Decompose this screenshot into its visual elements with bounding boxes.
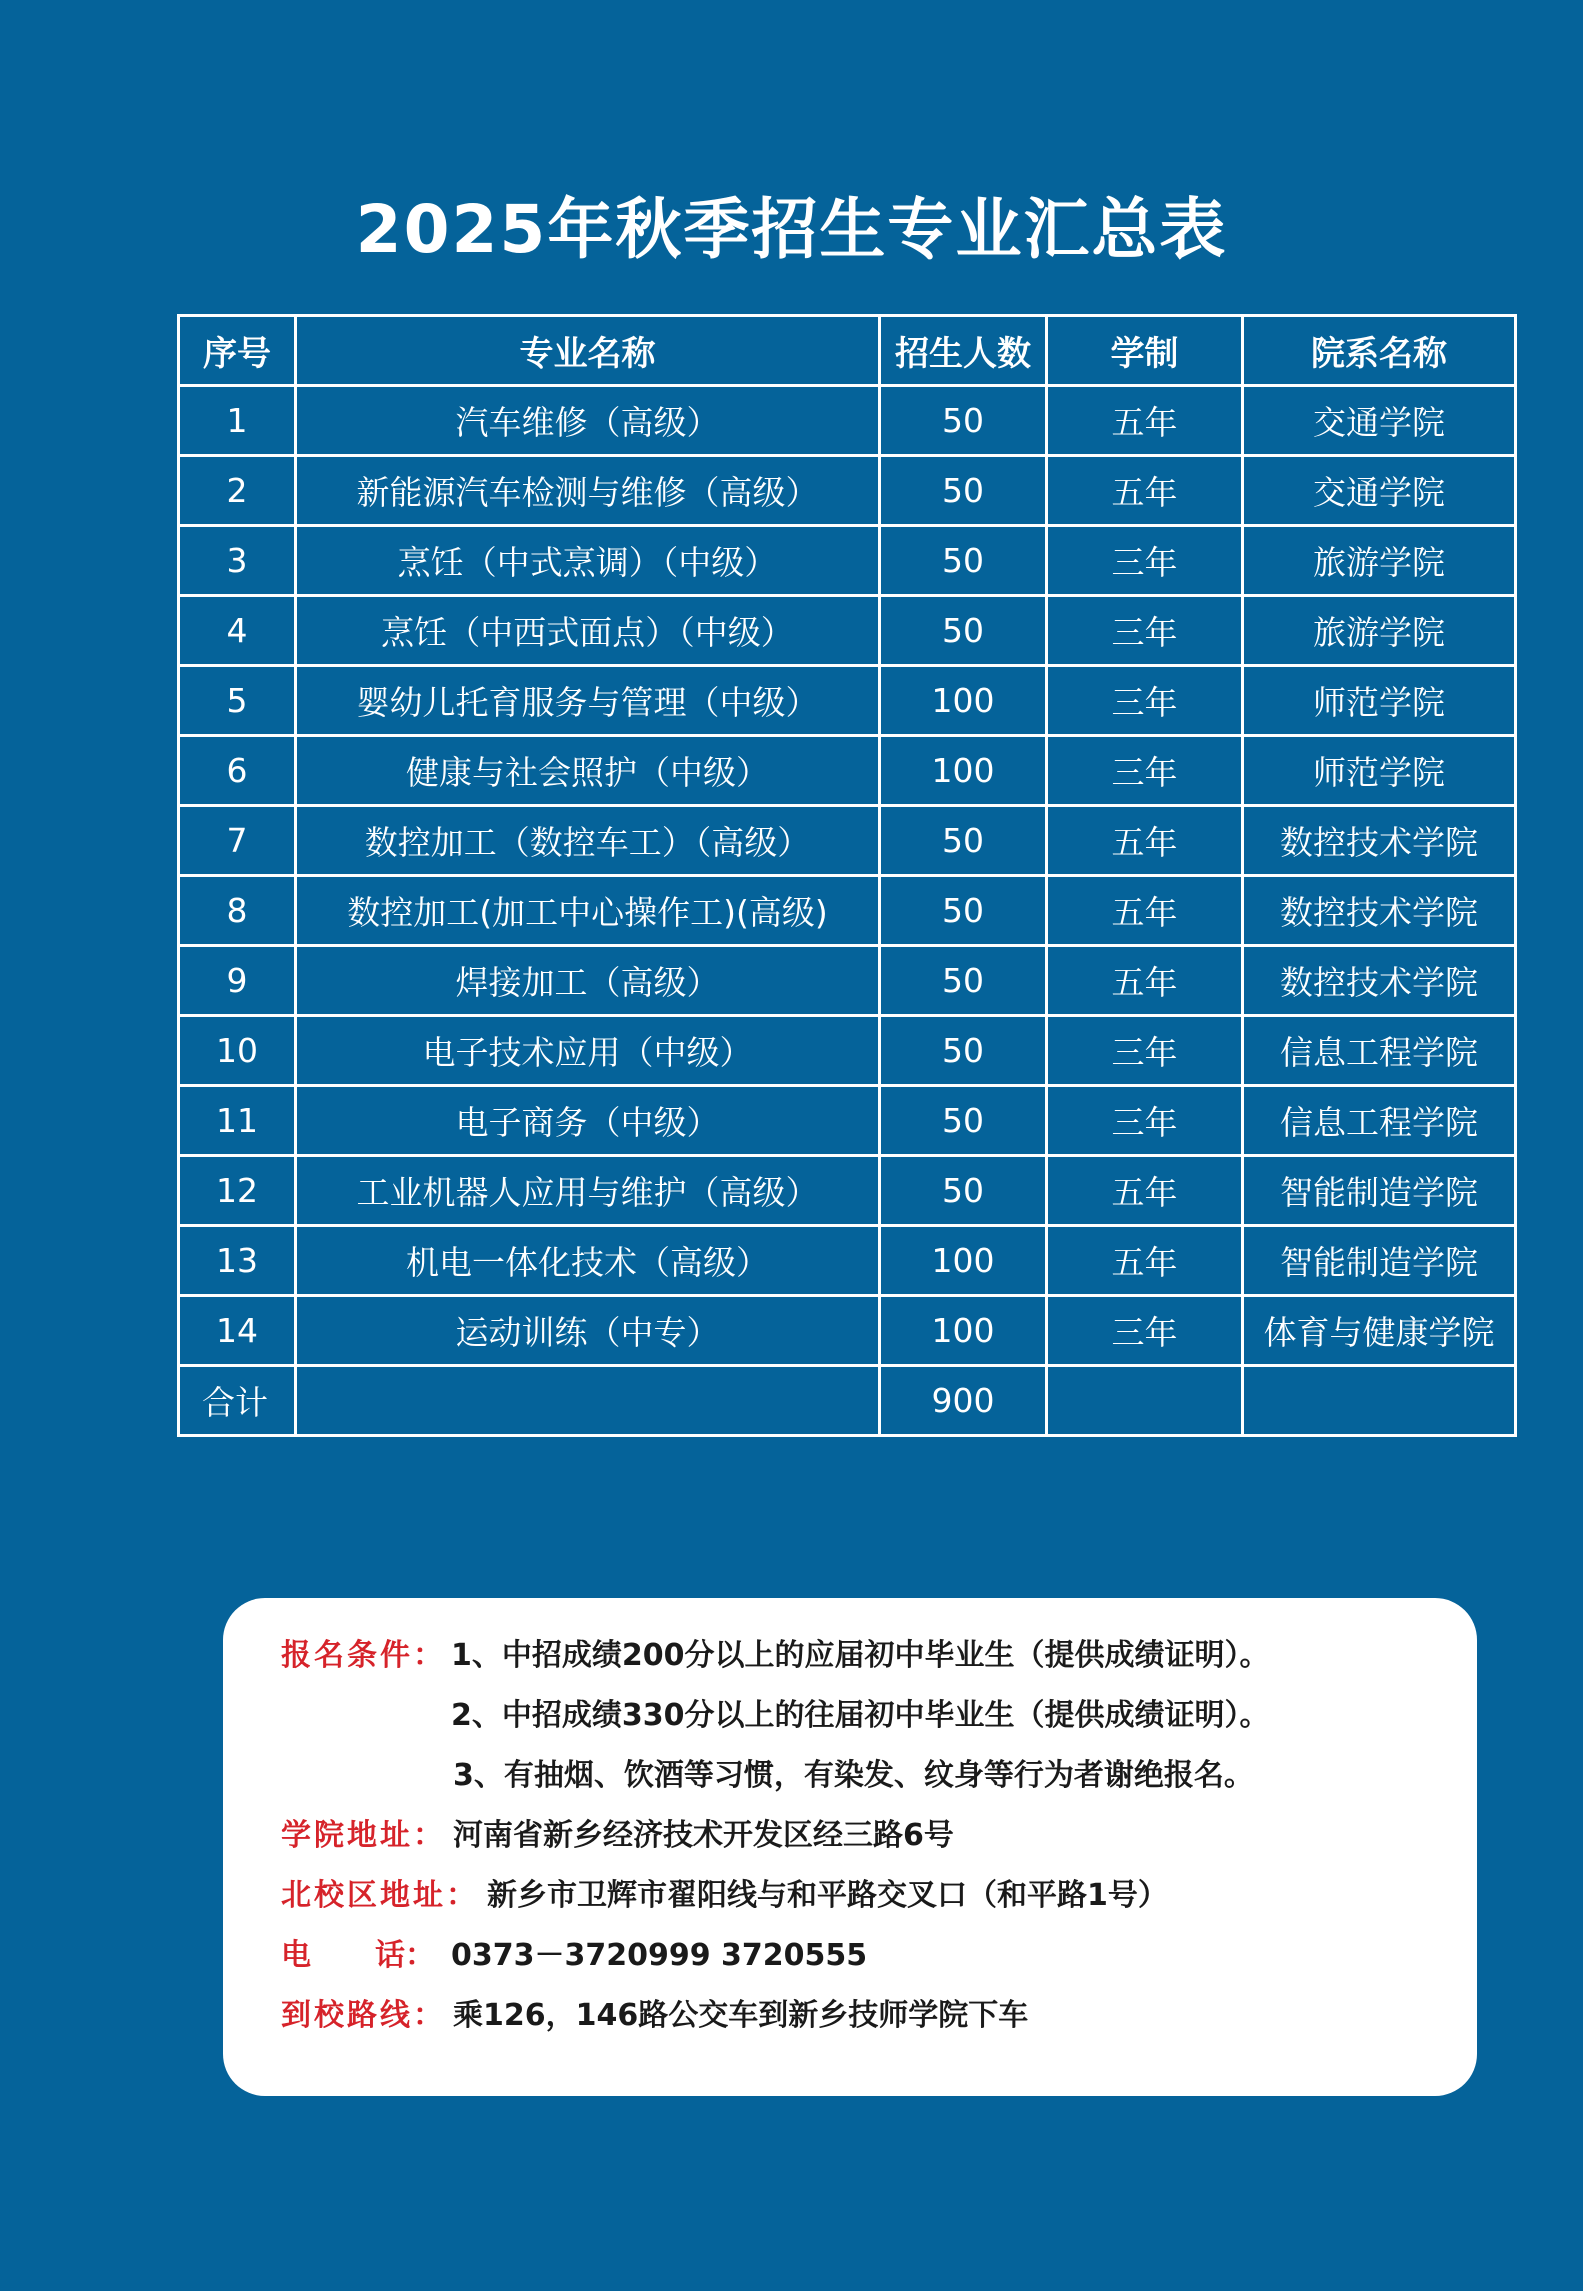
row-count: 50 (880, 456, 1047, 526)
row-duration: 五年 (1047, 946, 1243, 1016)
table-row (179, 666, 1516, 736)
row-major: 机电一体化技术（高级） (296, 1226, 880, 1296)
row-major: 烹饪（中西式面点）（中级） (296, 596, 880, 666)
table-row (179, 1156, 1516, 1226)
route-label: 到校路线： (281, 1998, 446, 2033)
row-department: 旅游学院 (1243, 596, 1516, 666)
table-row (179, 1086, 1516, 1156)
phone-line (223, 1934, 1477, 1978)
table-header-row (179, 316, 1516, 386)
table-row (179, 386, 1516, 456)
row-index: 7 (179, 806, 296, 876)
total-count: 900 (880, 1366, 1047, 1436)
route-line (223, 1994, 1477, 2038)
total-empty-cell (296, 1366, 880, 1436)
row-count: 50 (880, 386, 1047, 456)
row-department: 数控技术学院 (1243, 876, 1516, 946)
phone-label-char: 电 (281, 1938, 311, 1973)
row-major: 婴幼儿托育服务与管理（中级） (296, 666, 880, 736)
row-index: 12 (179, 1156, 296, 1226)
row-department: 师范学院 (1243, 736, 1516, 806)
table-row (179, 876, 1516, 946)
row-duration: 三年 (1047, 1086, 1243, 1156)
row-index: 8 (179, 876, 296, 946)
row-duration: 三年 (1047, 1296, 1243, 1366)
total-label: 合计 (179, 1366, 296, 1436)
table-row (179, 526, 1516, 596)
enrollment-table (177, 314, 1517, 1437)
header-count: 招生人数 (880, 316, 1047, 386)
row-duration: 三年 (1047, 666, 1243, 736)
row-major: 电子商务（中级） (296, 1086, 880, 1156)
row-index: 6 (179, 736, 296, 806)
address-label: 学院地址： (281, 1818, 446, 1853)
total-row (179, 1366, 1516, 1436)
row-count: 50 (880, 1156, 1047, 1226)
table-row (179, 456, 1516, 526)
row-major: 电子技术应用（中级） (296, 1016, 880, 1086)
phone-label-rest: 话： (375, 1938, 435, 1973)
row-duration: 三年 (1047, 1016, 1243, 1086)
row-department: 体育与健康学院 (1243, 1296, 1516, 1366)
row-department: 智能制造学院 (1243, 1226, 1516, 1296)
page-title: 2025年秋季招生专业汇总表 (355, 191, 1228, 268)
header-department: 院系名称 (1243, 316, 1516, 386)
row-major: 新能源汽车检测与维修（高级） (296, 456, 880, 526)
route-value: 乘126，146路公交车到新乡技师学院下车 (453, 1998, 1029, 2033)
header-duration: 学制 (1047, 316, 1243, 386)
row-count: 50 (880, 946, 1047, 1016)
row-index: 5 (179, 666, 296, 736)
row-department: 旅游学院 (1243, 526, 1516, 596)
north-campus-value: 新乡市卫辉市翟阳线与和平路交叉口（和平路1号） (487, 1878, 1168, 1913)
requirements-line-3 (223, 1754, 1477, 1798)
row-duration: 五年 (1047, 1156, 1243, 1226)
row-index: 14 (179, 1296, 296, 1366)
row-department: 交通学院 (1243, 456, 1516, 526)
address-line (223, 1814, 1477, 1858)
requirement-item: 2、中招成绩330分以上的往届初中毕业生（提供成绩证明）。 (451, 1698, 1270, 1733)
north-campus-label: 北校区地址： (281, 1878, 479, 1913)
info-box (223, 1598, 1477, 2096)
total-empty-cell (1243, 1366, 1516, 1436)
row-index: 11 (179, 1086, 296, 1156)
row-department: 师范学院 (1243, 666, 1516, 736)
header-index: 序号 (179, 316, 296, 386)
row-duration: 五年 (1047, 1226, 1243, 1296)
row-department: 信息工程学院 (1243, 1016, 1516, 1086)
row-index: 4 (179, 596, 296, 666)
row-index: 13 (179, 1226, 296, 1296)
row-duration: 三年 (1047, 736, 1243, 806)
row-index: 3 (179, 526, 296, 596)
row-index: 1 (179, 386, 296, 456)
row-count: 100 (880, 1226, 1047, 1296)
row-duration: 三年 (1047, 596, 1243, 666)
requirements-line-2 (223, 1694, 1477, 1738)
table-row (179, 1296, 1516, 1366)
table-row (179, 596, 1516, 666)
row-duration: 五年 (1047, 386, 1243, 456)
table-row (179, 1016, 1516, 1086)
address-value: 河南省新乡经济技术开发区经三路6号 (453, 1818, 954, 1853)
row-department: 智能制造学院 (1243, 1156, 1516, 1226)
row-count: 50 (880, 596, 1047, 666)
row-department: 交通学院 (1243, 386, 1516, 456)
row-department: 数控技术学院 (1243, 806, 1516, 876)
requirement-item: 1、中招成绩200分以上的应届初中毕业生（提供成绩证明）。 (451, 1638, 1270, 1673)
row-major: 数控加工(加工中心操作工)(高级) (296, 876, 880, 946)
table-row (179, 736, 1516, 806)
phone-label (281, 1934, 435, 1978)
total-empty-cell (1047, 1366, 1243, 1436)
row-count: 50 (880, 806, 1047, 876)
requirement-item: 3、有抽烟、饮酒等习惯，有染发、纹身等行为者谢绝报名。 (453, 1758, 1254, 1793)
row-count: 100 (880, 736, 1047, 806)
row-count: 50 (880, 876, 1047, 946)
row-duration: 五年 (1047, 806, 1243, 876)
row-major: 烹饪（中式烹调）（中级） (296, 526, 880, 596)
row-department: 数控技术学院 (1243, 946, 1516, 1016)
row-count: 50 (880, 1016, 1047, 1086)
row-count: 100 (880, 666, 1047, 736)
row-duration: 三年 (1047, 526, 1243, 596)
row-major: 汽车维修（高级） (296, 386, 880, 456)
row-major: 运动训练（中专） (296, 1296, 880, 1366)
row-major: 焊接加工（高级） (296, 946, 880, 1016)
phone-value: 0373－3720999 3720555 (451, 1938, 868, 1973)
row-duration: 五年 (1047, 456, 1243, 526)
north-campus-line (223, 1874, 1477, 1918)
requirements-label: 报名条件： (281, 1638, 446, 1673)
row-index: 10 (179, 1016, 296, 1086)
header-major: 专业名称 (296, 316, 880, 386)
requirements-line-1 (223, 1634, 1477, 1678)
table-row (179, 946, 1516, 1016)
row-department: 信息工程学院 (1243, 1086, 1516, 1156)
row-index: 2 (179, 456, 296, 526)
table-row (179, 1226, 1516, 1296)
row-index: 9 (179, 946, 296, 1016)
row-count: 50 (880, 1086, 1047, 1156)
row-major: 工业机器人应用与维护（高级） (296, 1156, 880, 1226)
table-row (179, 806, 1516, 876)
row-count: 50 (880, 526, 1047, 596)
row-duration: 五年 (1047, 876, 1243, 946)
row-major: 数控加工（数控车工）（高级） (296, 806, 880, 876)
row-count: 100 (880, 1296, 1047, 1366)
row-major: 健康与社会照护（中级） (296, 736, 880, 806)
